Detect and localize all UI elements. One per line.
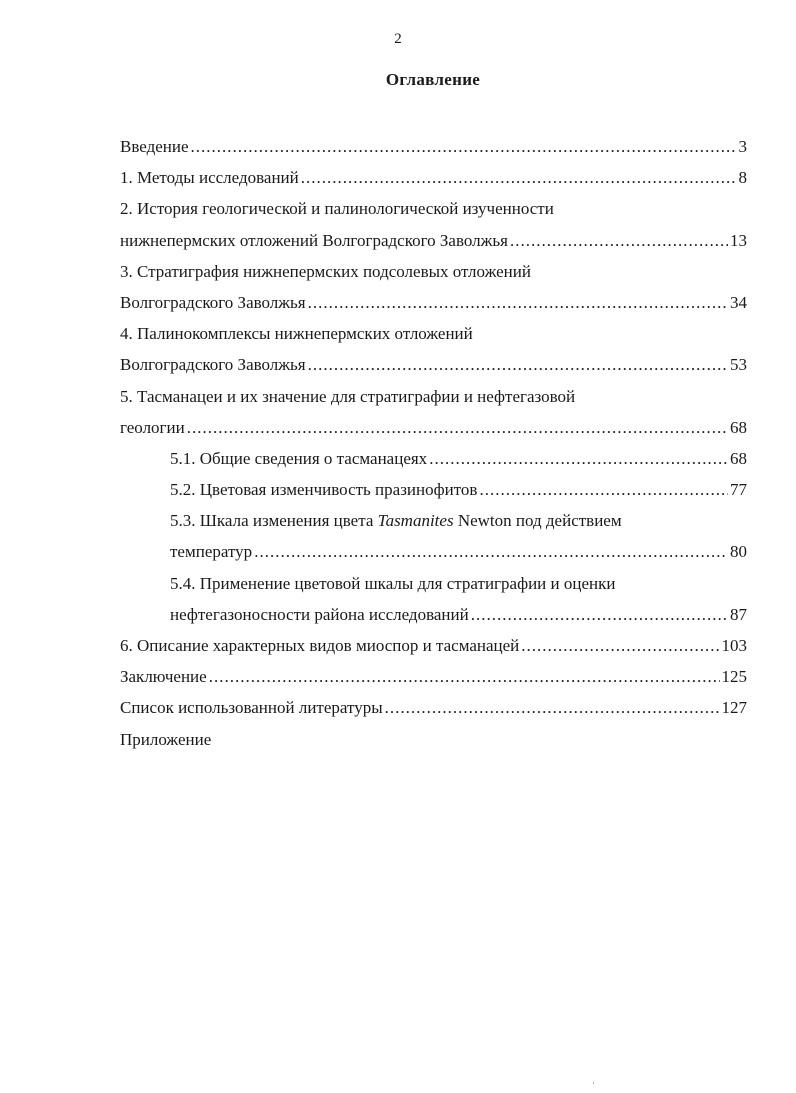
toc-page-number: 125 bbox=[721, 667, 747, 687]
dot-leader bbox=[308, 349, 728, 380]
toc-entry-text: 4. Палинокомплексы нижнепермских отложений bbox=[120, 324, 473, 344]
toc-entry-text: Приложение bbox=[120, 729, 212, 749]
toc-text-part: 5.3. Шкала изменения цвета bbox=[170, 511, 378, 531]
toc-entry-text bbox=[170, 505, 622, 536]
toc-entry-text: Список использованной литературы bbox=[120, 698, 383, 718]
table-of-contents bbox=[120, 131, 747, 755]
toc-page-number: 103 bbox=[721, 636, 747, 655]
dot-leader bbox=[191, 131, 737, 162]
dot-leader bbox=[385, 692, 720, 723]
toc-entry-text: Волгоградского Заволжья bbox=[120, 292, 306, 312]
toc-entry-text: температур bbox=[170, 542, 253, 562]
toc-entry-text: 3. Стратиграфия нижнепермских подсолевых отложений bbox=[120, 261, 531, 281]
toc-entry-text: 5. Тасманацеи и их значение для стратиграфии и нефтегазовой bbox=[120, 386, 576, 406]
toc-subentry-5-4-line1[interactable] bbox=[120, 568, 747, 599]
toc-entry-stratigraphy-line2[interactable] bbox=[120, 287, 747, 318]
toc-entry-methods[interactable] bbox=[120, 162, 747, 193]
dot-leader bbox=[209, 661, 720, 692]
toc-entry-text: Волгоградского Заволжья bbox=[120, 355, 306, 375]
toc-page-number: 77 bbox=[730, 480, 747, 500]
toc-page-number: 13 bbox=[730, 230, 747, 250]
toc-page-number: 8 bbox=[738, 168, 747, 188]
toc-entry-stratigraphy-line1[interactable] bbox=[120, 256, 747, 287]
toc-entry-species-description[interactable] bbox=[120, 630, 747, 661]
toc-page-number: 3 bbox=[738, 137, 747, 156]
toc-entry-references[interactable] bbox=[120, 692, 747, 723]
toc-subentry-5-4-line2[interactable] bbox=[120, 599, 747, 630]
toc-subentry-5-1[interactable] bbox=[120, 443, 747, 474]
toc-entry-palynocomplexes-line1[interactable] bbox=[120, 318, 747, 349]
toc-entry-history-line2[interactable] bbox=[120, 225, 747, 256]
dot-leader bbox=[429, 443, 728, 474]
toc-entry-palynocomplexes-line2[interactable] bbox=[120, 349, 747, 380]
toc-subentry-5-3-line1[interactable] bbox=[120, 505, 747, 536]
toc-title: Оглавление bbox=[385, 70, 481, 89]
genus-name: Tasmanites bbox=[377, 511, 454, 531]
toc-entry-appendix[interactable] bbox=[120, 724, 747, 755]
toc-page-number: 127 bbox=[721, 698, 747, 718]
dot-leader bbox=[254, 536, 728, 567]
scan-mark: · bbox=[592, 1078, 595, 1088]
toc-page-number: 34 bbox=[730, 292, 747, 312]
toc-entry-text: Введение bbox=[120, 137, 189, 156]
toc-entry-text: Заключение bbox=[120, 667, 207, 687]
toc-entry-tasmanaceae-line1[interactable] bbox=[120, 381, 747, 412]
toc-entry-introduction[interactable] bbox=[120, 131, 747, 162]
toc-entry-history-line1[interactable] bbox=[120, 193, 747, 224]
dot-leader bbox=[510, 225, 728, 256]
toc-entry-text: 5.2. Цветовая изменчивость празинофитов bbox=[170, 480, 478, 500]
toc-page-number: 53 bbox=[730, 355, 747, 375]
toc-entry-text: 5.4. Применение цветовой шкалы для стратиграфии и оценки bbox=[170, 573, 616, 593]
dot-leader bbox=[471, 599, 728, 630]
toc-entry-text: 2. История геологической и палинологической изученности bbox=[120, 199, 554, 219]
toc-entry-text: нефтегазоносности района исследований bbox=[170, 604, 469, 624]
toc-page-number: 87 bbox=[730, 604, 747, 624]
toc-entry-text: нижнепермских отложений Волгоградского Заволжья bbox=[120, 230, 508, 250]
toc-subentry-5-2[interactable] bbox=[120, 474, 747, 505]
dot-leader bbox=[301, 162, 737, 193]
toc-text-part: Newton под действием bbox=[453, 511, 622, 531]
dot-leader bbox=[479, 474, 728, 505]
toc-entry-tasmanaceae-line2[interactable] bbox=[120, 412, 747, 443]
toc-subentry-5-3-line2[interactable] bbox=[120, 536, 747, 567]
toc-entry-text: геологии bbox=[120, 417, 185, 437]
toc-page-number: 80 bbox=[730, 542, 747, 562]
toc-entry-conclusion[interactable] bbox=[120, 661, 747, 692]
toc-entry-text: 6. Описание характерных видов миоспор и тасманацей bbox=[120, 636, 520, 655]
toc-entry-text: 1. Методы исследований bbox=[120, 168, 299, 188]
dot-leader bbox=[187, 412, 728, 443]
dot-leader bbox=[521, 630, 719, 661]
toc-page-number: 68 bbox=[730, 417, 747, 437]
page-number: 2 bbox=[394, 31, 402, 47]
toc-page-number: 68 bbox=[730, 448, 747, 468]
dot-leader bbox=[308, 287, 728, 318]
toc-entry-text: 5.1. Общие сведения о тасманацеях bbox=[170, 448, 428, 468]
